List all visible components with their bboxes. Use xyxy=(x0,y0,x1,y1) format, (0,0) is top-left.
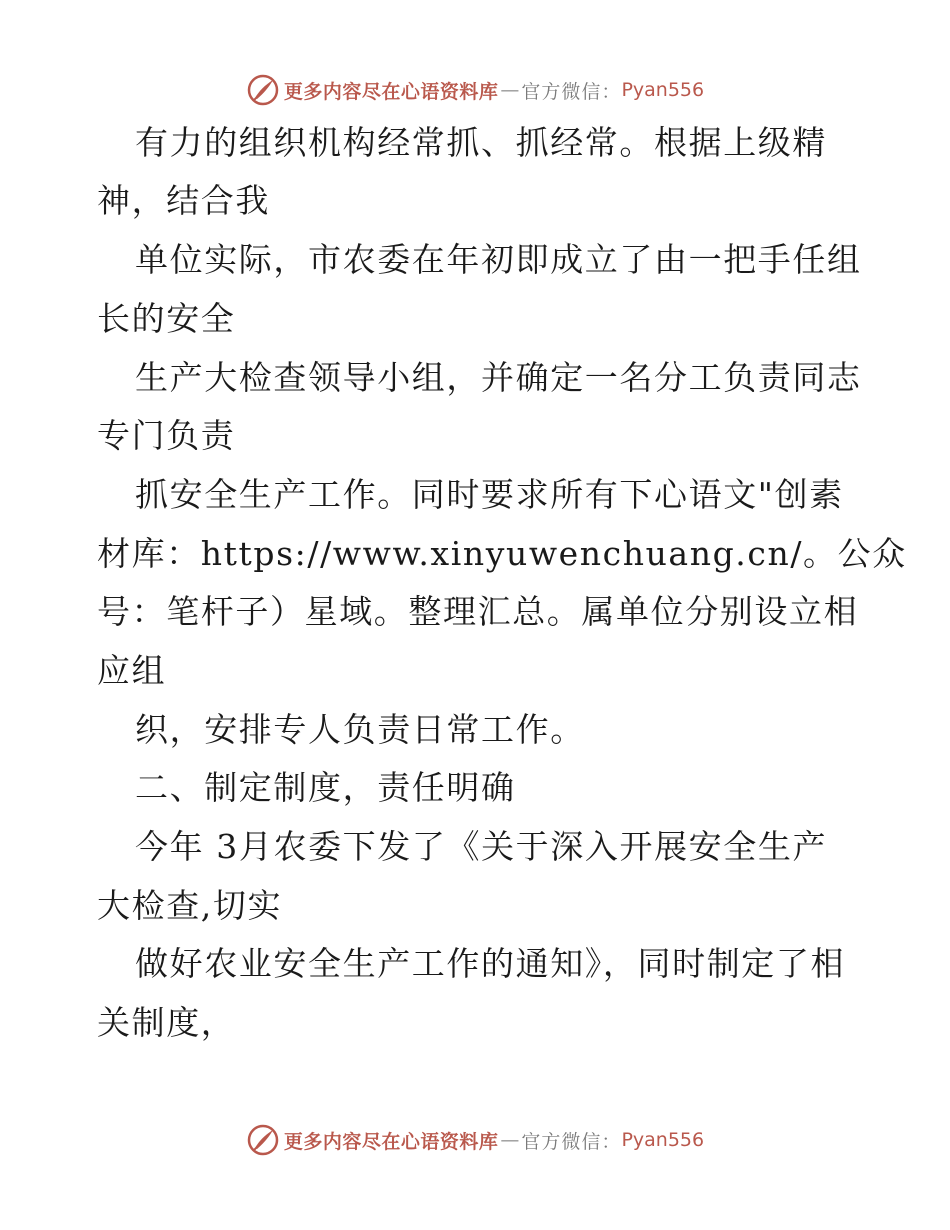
footer-banner xyxy=(0,1122,950,1158)
body-line: 织，安排专人负责日常工作。 xyxy=(135,710,585,749)
body-line: 单位实际，市农委在年初即成立了由一把手任组 xyxy=(135,240,862,279)
body-line: 材库：https://www.xinyuwenchuang.cn/。公众 xyxy=(97,534,907,573)
footer-wechat-id: Pyan556 xyxy=(621,1129,705,1151)
body-line: 有力的组织机构经常抓、抓经常。根据上级精 xyxy=(135,123,827,162)
section-heading: 二、制定制度，责任明确 xyxy=(135,768,516,807)
body-line: 今年 3月农委下发了《关于深入开展安全生产 xyxy=(135,827,828,866)
body-line: 做好农业安全生产工作的通知》，同时制定了相 xyxy=(135,944,846,983)
footer-site-name: 更多内容尽在心语资料库 xyxy=(283,1130,499,1153)
header-wechat-label: 官方微信： xyxy=(521,80,622,103)
body-line: 专门负责 xyxy=(97,416,236,455)
header-wechat-id: Pyan556 xyxy=(621,79,705,101)
header-banner xyxy=(0,72,950,108)
body-line: 大检查,切实 xyxy=(97,886,283,925)
body-line: 生产大检查领导小组，并确定一名分工负责同志 xyxy=(135,358,862,397)
body-line: 关制度， xyxy=(97,1003,236,1042)
body-line: 抓安全生产工作。同时要求所有下心语文"创素 xyxy=(135,475,844,514)
body-line: 应组 xyxy=(97,651,167,690)
body-line: 神，结合我 xyxy=(97,181,270,220)
body-line: 长的安全 xyxy=(97,299,236,338)
footer-dash: — xyxy=(500,1129,520,1151)
feather-pen-logo-icon xyxy=(246,73,280,107)
footer-wechat-label: 官方微信： xyxy=(521,1130,622,1153)
body-line: 号：笔杆子）星域。整理汇总。属单位分别设立相 xyxy=(97,592,859,631)
header-site-name: 更多内容尽在心语资料库 xyxy=(283,80,499,103)
header-dash: — xyxy=(500,79,520,101)
feather-pen-logo-icon xyxy=(246,1123,280,1157)
